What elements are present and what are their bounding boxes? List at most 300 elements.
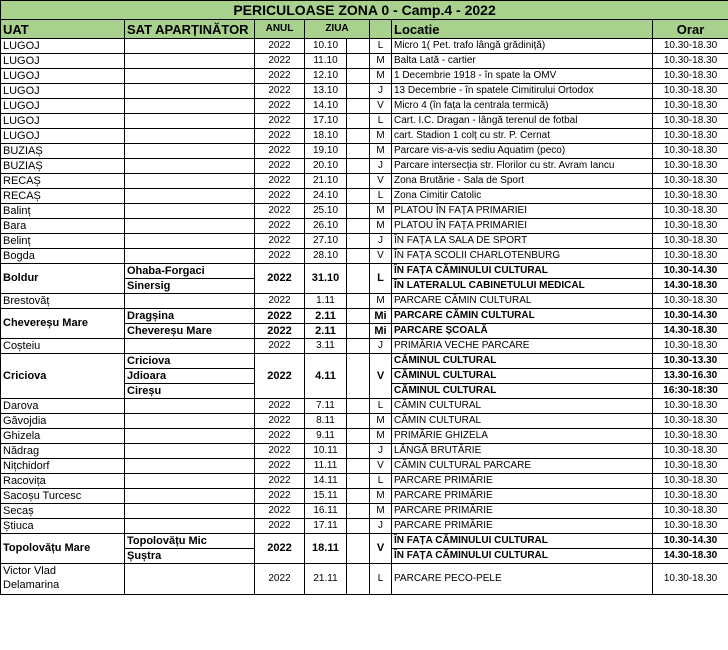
cell-data: 10.10 xyxy=(305,39,347,54)
cell-anul: 2022 xyxy=(255,339,305,354)
cell-blank xyxy=(347,99,370,114)
cell-zi: M xyxy=(370,429,392,444)
cell-anul: 2022 xyxy=(255,114,305,129)
cell-uat: Criciova xyxy=(1,354,125,399)
cell-locatie: ÎN FAȚA CĂMINULUI CULTURAL xyxy=(392,264,653,279)
cell-sat: Dragșina xyxy=(125,309,255,324)
cell-sat xyxy=(125,39,255,54)
cell-locatie: PARCARE PRIMĂRIE xyxy=(392,519,653,534)
cell-sat: Chevereșu Mare xyxy=(125,324,255,339)
cell-anul: 2022 xyxy=(255,564,305,595)
cell-sat: Criciova xyxy=(125,354,255,369)
cell-zi: M xyxy=(370,129,392,144)
cell-uat: Sacoșu Turcesc xyxy=(1,489,125,504)
cell-orar: 10.30-14.30 xyxy=(653,309,728,324)
cell-orar: 10.30-18.30 xyxy=(653,474,728,489)
cell-uat: Nițchidorf xyxy=(1,459,125,474)
cell-data: 21.10 xyxy=(305,174,347,189)
cell-locatie: Balta Lată - cartier xyxy=(392,54,653,69)
cell-anul: 2022 xyxy=(255,54,305,69)
cell-zi: V xyxy=(370,99,392,114)
cell-locatie: Zona Brutărie - Sala de Sport xyxy=(392,174,653,189)
cell-locatie: LÂNGĂ BRUTĂRIE xyxy=(392,444,653,459)
cell-orar: 10.30-18.30 xyxy=(653,294,728,309)
cell-data: 12.10 xyxy=(305,69,347,84)
cell-orar: 10.30-18.30 xyxy=(653,129,728,144)
cell-orar: 10.30-18.30 xyxy=(653,234,728,249)
cell-anul: 2022 xyxy=(255,234,305,249)
cell-locatie: Parcare vis-a-vis sediu Aquatim (peco) xyxy=(392,144,653,159)
cell-uat-line2: Delamarina xyxy=(3,579,60,591)
cell-sat: Jdioara xyxy=(125,369,255,384)
cell-orar: 10.30-18.30 xyxy=(653,84,728,99)
cell-blank xyxy=(347,159,370,174)
cell-data: 17.11 xyxy=(305,519,347,534)
cell-blank xyxy=(347,414,370,429)
header-uat: UAT xyxy=(1,20,125,39)
cell-blank xyxy=(347,114,370,129)
cell-blank xyxy=(347,219,370,234)
cell-locatie: CĂMINUL CULTURAL xyxy=(392,354,653,369)
cell-locatie: CĂMIN CULTURAL xyxy=(392,399,653,414)
cell-anul: 2022 xyxy=(255,504,305,519)
cell-zi: L xyxy=(370,189,392,204)
table-row xyxy=(1,159,728,174)
cell-sat xyxy=(125,489,255,504)
cell-zi: J xyxy=(370,339,392,354)
cell-blank xyxy=(347,459,370,474)
cell-blank xyxy=(347,144,370,159)
cell-anul: 2022 xyxy=(255,144,305,159)
table-row xyxy=(1,204,728,219)
cell-uat xyxy=(1,564,125,595)
cell-sat xyxy=(125,99,255,114)
cell-blank xyxy=(347,84,370,99)
cell-data: 14.10 xyxy=(305,99,347,114)
cell-blank xyxy=(347,264,370,294)
table-row xyxy=(1,504,728,519)
cell-anul: 2022 xyxy=(255,309,305,324)
cell-anul: 2022 xyxy=(255,129,305,144)
cell-blank xyxy=(347,489,370,504)
cell-sat: Ohaba-Forgaci xyxy=(125,264,255,279)
cell-anul: 2022 xyxy=(255,399,305,414)
cell-orar: 10.30-18.30 xyxy=(653,189,728,204)
cell-anul: 2022 xyxy=(255,174,305,189)
cell-orar: 14.30-18.30 xyxy=(653,324,728,339)
cell-blank xyxy=(347,249,370,264)
cell-locatie: cart. Stadion 1 colț cu str. P. Cernat xyxy=(392,129,653,144)
cell-locatie: PLATOU ÎN FAȚA PRIMARIEI xyxy=(392,219,653,234)
cell-zi: V xyxy=(370,459,392,474)
table-row xyxy=(1,414,728,429)
cell-blank xyxy=(347,129,370,144)
cell-blank xyxy=(347,474,370,489)
cell-sat xyxy=(125,174,255,189)
cell-anul: 2022 xyxy=(255,264,305,294)
cell-data: 2.11 xyxy=(305,324,347,339)
cell-anul: 2022 xyxy=(255,489,305,504)
table-row xyxy=(1,264,728,279)
cell-anul: 2022 xyxy=(255,39,305,54)
cell-orar: 10.30-18.30 xyxy=(653,54,728,69)
cell-blank xyxy=(347,444,370,459)
cell-anul: 2022 xyxy=(255,69,305,84)
cell-uat: Chevereșu Mare xyxy=(1,309,125,339)
cell-uat: Topolovățu Mare xyxy=(1,534,125,564)
table-row xyxy=(1,429,728,444)
header-locatie: Locatie xyxy=(392,20,653,39)
cell-sat xyxy=(125,84,255,99)
cell-data: 11.10 xyxy=(305,54,347,69)
cell-uat: LUGOJ xyxy=(1,99,125,114)
cell-anul: 2022 xyxy=(255,429,305,444)
cell-sat xyxy=(125,339,255,354)
cell-orar: 10.30-18.30 xyxy=(653,504,728,519)
cell-sat xyxy=(125,294,255,309)
cell-data: 28.10 xyxy=(305,249,347,264)
cell-blank xyxy=(347,234,370,249)
cell-blank xyxy=(347,69,370,84)
cell-sat xyxy=(125,159,255,174)
cell-anul: 2022 xyxy=(255,294,305,309)
cell-locatie: PRIMĂRIE GHIZELA xyxy=(392,429,653,444)
cell-sat: Sinersig xyxy=(125,279,255,294)
cell-anul: 2022 xyxy=(255,99,305,114)
table-row xyxy=(1,354,728,369)
cell-data: 11.11 xyxy=(305,459,347,474)
cell-anul: 2022 xyxy=(255,189,305,204)
cell-orar: 10.30-18.30 xyxy=(653,159,728,174)
cell-blank xyxy=(347,399,370,414)
cell-uat: Darova xyxy=(1,399,125,414)
table-row xyxy=(1,399,728,414)
cell-data: 31.10 xyxy=(305,264,347,294)
cell-locatie: ÎN FAȚA CĂMINULUI CULTURAL xyxy=(392,534,653,549)
cell-blank xyxy=(347,204,370,219)
cell-data: 25.10 xyxy=(305,204,347,219)
cell-sat xyxy=(125,564,255,595)
cell-zi: Mi xyxy=(370,324,392,339)
cell-orar: 10.30-14.30 xyxy=(653,534,728,549)
cell-zi: M xyxy=(370,414,392,429)
cell-orar: 10.30-18.30 xyxy=(653,144,728,159)
cell-uat: Bara xyxy=(1,219,125,234)
cell-orar: 16:30-18:30 xyxy=(653,384,728,399)
cell-uat: LUGOJ xyxy=(1,39,125,54)
cell-locatie: Micro 1( Pet. trafo lângă grădiniță) xyxy=(392,39,653,54)
table-row xyxy=(1,534,728,549)
cell-anul: 2022 xyxy=(255,159,305,174)
cell-zi: J xyxy=(370,519,392,534)
cell-locatie: PARCARE PECO-PELE xyxy=(392,564,653,595)
cell-uat: RECAȘ xyxy=(1,189,125,204)
cell-sat xyxy=(125,399,255,414)
table-row xyxy=(1,54,728,69)
table-row xyxy=(1,519,728,534)
cell-zi: L xyxy=(370,264,392,294)
cell-locatie: PARCARE PRIMĂRIE xyxy=(392,504,653,519)
cell-data: 27.10 xyxy=(305,234,347,249)
cell-uat-line1: Victor Vlad xyxy=(3,565,56,577)
cell-data: 15.11 xyxy=(305,489,347,504)
table-row xyxy=(1,309,728,324)
cell-orar: 13.30-16.30 xyxy=(653,369,728,384)
cell-orar: 10.30-18.30 xyxy=(653,174,728,189)
table-row xyxy=(1,189,728,204)
cell-data: 9.11 xyxy=(305,429,347,444)
cell-sat xyxy=(125,474,255,489)
cell-data: 13.10 xyxy=(305,84,347,99)
cell-locatie: ÎN FAȚA CĂMINULUI CULTURAL xyxy=(392,549,653,564)
cell-blank xyxy=(347,339,370,354)
cell-sat xyxy=(125,459,255,474)
cell-data: 26.10 xyxy=(305,219,347,234)
cell-data: 2.11 xyxy=(305,309,347,324)
cell-zi: V xyxy=(370,249,392,264)
cell-zi: M xyxy=(370,489,392,504)
cell-sat xyxy=(125,414,255,429)
cell-orar: 10.30-18.30 xyxy=(653,99,728,114)
cell-sat xyxy=(125,429,255,444)
cell-orar: 10.30-14.30 xyxy=(653,264,728,279)
cell-zi: M xyxy=(370,54,392,69)
cell-zi: V xyxy=(370,354,392,399)
table-row xyxy=(1,144,728,159)
table-row xyxy=(1,294,728,309)
cell-anul: 2022 xyxy=(255,444,305,459)
cell-orar: 10.30-18.30 xyxy=(653,339,728,354)
cell-sat xyxy=(125,189,255,204)
cell-orar: 10.30-18.30 xyxy=(653,219,728,234)
cell-sat xyxy=(125,219,255,234)
cell-locatie: Cart. I.C. Dragan - lângă terenul de fotbal xyxy=(392,114,653,129)
cell-locatie: PARCARE ȘCOALĂ xyxy=(392,324,653,339)
cell-locatie: 1 Decembrie 1918 - în spate la OMV xyxy=(392,69,653,84)
table-row xyxy=(1,219,728,234)
cell-anul: 2022 xyxy=(255,534,305,564)
cell-zi: M xyxy=(370,219,392,234)
cell-locatie: CĂMIN CULTURAL xyxy=(392,414,653,429)
cell-uat: Ghizela xyxy=(1,429,125,444)
cell-uat: Racovița xyxy=(1,474,125,489)
cell-uat: LUGOJ xyxy=(1,54,125,69)
cell-uat: Boldur xyxy=(1,264,125,294)
cell-sat xyxy=(125,234,255,249)
cell-sat xyxy=(125,249,255,264)
table-row xyxy=(1,339,728,354)
cell-zi: J xyxy=(370,234,392,249)
cell-blank xyxy=(347,519,370,534)
cell-zi: L xyxy=(370,39,392,54)
cell-anul: 2022 xyxy=(255,414,305,429)
header-orar: Orar xyxy=(653,20,728,39)
table-row xyxy=(1,234,728,249)
cell-locatie: ÎN FAȚA SCOLII CHARLOTENBURG xyxy=(392,249,653,264)
table-row xyxy=(1,39,728,54)
cell-sat xyxy=(125,129,255,144)
cell-sat xyxy=(125,54,255,69)
cell-orar: 10.30-18.30 xyxy=(653,444,728,459)
cell-orar: 10.30-18.30 xyxy=(653,69,728,84)
cell-zi: M xyxy=(370,294,392,309)
cell-orar: 10.30-18.30 xyxy=(653,519,728,534)
cell-zi: V xyxy=(370,174,392,189)
cell-locatie: PLATOU ÎN FAȚA PRIMARIEI xyxy=(392,204,653,219)
cell-blank xyxy=(347,309,370,324)
cell-orar: 10.30-18.30 xyxy=(653,399,728,414)
cell-uat: Găvojdia xyxy=(1,414,125,429)
cell-blank xyxy=(347,324,370,339)
cell-data: 17.10 xyxy=(305,114,347,129)
cell-uat: BUZIAȘ xyxy=(1,144,125,159)
cell-data: 19.10 xyxy=(305,144,347,159)
cell-locatie: CĂMINUL CULTURAL xyxy=(392,384,653,399)
cell-orar: 10.30-18.30 xyxy=(653,249,728,264)
cell-uat: Belinț xyxy=(1,234,125,249)
cell-data: 16.11 xyxy=(305,504,347,519)
cell-data: 1.11 xyxy=(305,294,347,309)
cell-zi: M xyxy=(370,144,392,159)
cell-orar: 10.30-13.30 xyxy=(653,354,728,369)
header-ziua: ZIUA xyxy=(305,20,370,39)
cell-locatie: PRIMĂRIA VECHE PARCARE xyxy=(392,339,653,354)
cell-data: 21.11 xyxy=(305,564,347,595)
cell-blank xyxy=(347,534,370,564)
cell-orar: 14.30-18.30 xyxy=(653,549,728,564)
cell-zi: V xyxy=(370,534,392,564)
cell-zi: L xyxy=(370,114,392,129)
cell-locatie: CĂMIN CULTURAL PARCARE xyxy=(392,459,653,474)
cell-zi: L xyxy=(370,399,392,414)
table-row xyxy=(1,174,728,189)
cell-sat xyxy=(125,144,255,159)
cell-sat xyxy=(125,114,255,129)
table-row xyxy=(1,114,728,129)
cell-uat: Bogda xyxy=(1,249,125,264)
cell-data: 20.10 xyxy=(305,159,347,174)
cell-orar: 10.30-18.30 xyxy=(653,414,728,429)
cell-anul: 2022 xyxy=(255,204,305,219)
cell-zi: J xyxy=(370,159,392,174)
cell-data: 18.10 xyxy=(305,129,347,144)
table-row xyxy=(1,489,728,504)
cell-orar: 14.30-18.30 xyxy=(653,279,728,294)
cell-data: 14.11 xyxy=(305,474,347,489)
cell-orar: 10.30-18.30 xyxy=(653,489,728,504)
cell-blank xyxy=(347,174,370,189)
cell-blank xyxy=(347,39,370,54)
table-row xyxy=(1,444,728,459)
table-row xyxy=(1,249,728,264)
cell-uat: LUGOJ xyxy=(1,114,125,129)
cell-orar: 10.30-18.30 xyxy=(653,429,728,444)
cell-zi: M xyxy=(370,69,392,84)
cell-anul: 2022 xyxy=(255,249,305,264)
cell-locatie: PARCARE PRIMĂRIE xyxy=(392,489,653,504)
cell-anul: 2022 xyxy=(255,354,305,399)
table-row xyxy=(1,99,728,114)
page-title: PERICULOASE ZONA 0 - Camp.4 - 2022 xyxy=(1,1,728,20)
cell-uat: Balinț xyxy=(1,204,125,219)
cell-locatie: CĂMINUL CULTURAL xyxy=(392,369,653,384)
cell-data: 10.11 xyxy=(305,444,347,459)
cell-uat: Secaș xyxy=(1,504,125,519)
cell-sat xyxy=(125,519,255,534)
cell-anul: 2022 xyxy=(255,84,305,99)
cell-zi: M xyxy=(370,504,392,519)
cell-anul: 2022 xyxy=(255,474,305,489)
cell-data: 18.11 xyxy=(305,534,347,564)
cell-sat xyxy=(125,204,255,219)
cell-blank xyxy=(347,54,370,69)
cell-anul: 2022 xyxy=(255,324,305,339)
cell-locatie: ÎN LATERALUL CABINETULUI MEDICAL xyxy=(392,279,653,294)
table-row xyxy=(1,459,728,474)
cell-zi: L xyxy=(370,474,392,489)
cell-uat: LUGOJ xyxy=(1,84,125,99)
cell-blank xyxy=(347,294,370,309)
cell-locatie: 13 Decembrie - în spatele Cimitirului Ortodox xyxy=(392,84,653,99)
cell-locatie: PARCARE CĂMIN CULTURAL xyxy=(392,309,653,324)
header-sat: SAT APARȚINĂTOR xyxy=(125,20,255,39)
cell-locatie: ÎN FAȚA LA SALA DE SPORT xyxy=(392,234,653,249)
cell-blank xyxy=(347,564,370,595)
cell-zi: J xyxy=(370,84,392,99)
cell-zi: J xyxy=(370,444,392,459)
cell-uat: Nădrag xyxy=(1,444,125,459)
table-row xyxy=(1,564,728,595)
cell-blank xyxy=(347,189,370,204)
cell-uat: RECAȘ xyxy=(1,174,125,189)
cell-blank xyxy=(347,504,370,519)
cell-uat: Brestovăț xyxy=(1,294,125,309)
cell-zi: L xyxy=(370,564,392,595)
cell-locatie: PARCARE PRIMĂRIE xyxy=(392,474,653,489)
cell-orar: 10.30-18.30 xyxy=(653,114,728,129)
cell-uat: LUGOJ xyxy=(1,69,125,84)
cell-data: 8.11 xyxy=(305,414,347,429)
cell-locatie: Micro 4 (în fața la centrala termică) xyxy=(392,99,653,114)
cell-data: 24.10 xyxy=(305,189,347,204)
cell-data: 3.11 xyxy=(305,339,347,354)
cell-locatie: Parcare intersecția str. Florilor cu str. Avram Iancu xyxy=(392,159,653,174)
table-row xyxy=(1,129,728,144)
cell-anul: 2022 xyxy=(255,459,305,474)
cell-zi: M xyxy=(370,204,392,219)
cell-orar: 10.30-18.30 xyxy=(653,564,728,595)
cell-data: 7.11 xyxy=(305,399,347,414)
header-anul: ANUL xyxy=(255,20,305,39)
cell-locatie: Zona Cimitir Catolic xyxy=(392,189,653,204)
cell-sat xyxy=(125,69,255,84)
cell-locatie: PARCARE CĂMIN CULTURAL xyxy=(392,294,653,309)
cell-zi: Mi xyxy=(370,309,392,324)
cell-anul: 2022 xyxy=(255,219,305,234)
cell-sat: Topolovățu Mic xyxy=(125,534,255,549)
cell-sat xyxy=(125,444,255,459)
cell-orar: 10.30-18.30 xyxy=(653,204,728,219)
cell-blank xyxy=(347,429,370,444)
cell-data: 4.11 xyxy=(305,354,347,399)
cell-uat: LUGOJ xyxy=(1,129,125,144)
table-row xyxy=(1,474,728,489)
cell-sat: Cireșu xyxy=(125,384,255,399)
cell-sat xyxy=(125,504,255,519)
cell-uat: Știuca xyxy=(1,519,125,534)
cell-orar: 10.30-18.30 xyxy=(653,39,728,54)
cell-blank xyxy=(347,354,370,399)
